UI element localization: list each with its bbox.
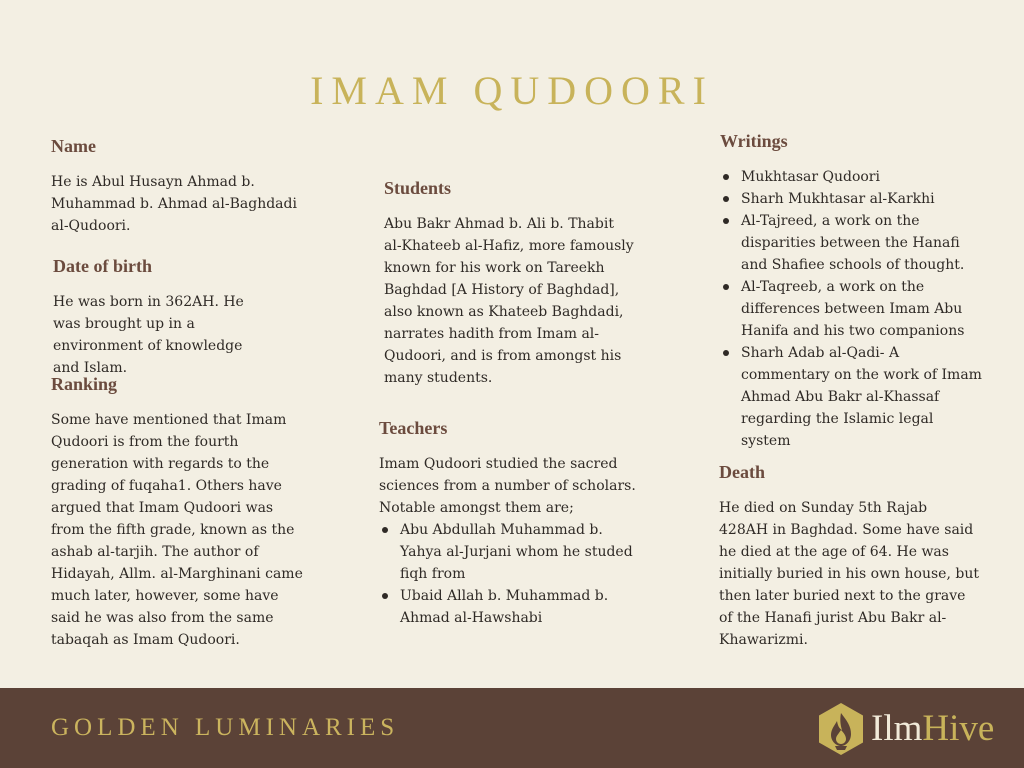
logo-ilm-text: Ilm <box>871 708 923 749</box>
ranking-heading: Ranking <box>51 374 118 394</box>
writings-list-item: Al-Taqreeb, a work on the differences between Imam Abu Hanifa and his two companions <box>720 276 982 342</box>
name-text: He is Abul Husayn Ahmad b. Muhammad b. Ahmad al-Baghdadi al-Qudoori. <box>51 174 297 234</box>
death-text: He died on Sunday 5th Rajab 428AH in Baghdad. Some have said he died at the age of 64. He was initially buried in his own house, but then later buried next to the grave of the Hanafi jurist Abu Bakr al-Khawarizmi. <box>719 500 979 648</box>
teachers-section <box>379 418 641 629</box>
ilmhive-logo <box>816 701 1016 757</box>
writings-heading: Writings <box>720 131 788 151</box>
birth-section <box>53 256 273 379</box>
teachers-intro: Imam Qudoori studied the sacred sciences from a number of scholars. Notable amongst them are; <box>379 456 636 516</box>
name-heading: Name <box>51 136 96 156</box>
birth-heading: Date of birth <box>53 256 152 276</box>
ranking-text: Some have mentioned that Imam Qudoori is from the fourth generation with regards to the grading of fuqaha1. Others have argued that Imam Qudoori was from the fifth grade, known as the ashab al-tarjih. The author of Hidayah, Allm. al-Marghinani came much later, however, some have said he was also from the same tabaqah as Imam Qudoori. <box>51 412 303 648</box>
students-section <box>384 178 634 389</box>
writings-list-item: Al-Tajreed, a work on the disparities between the Hanafi and Shafiee schools of thought. <box>720 210 982 276</box>
writings-list-item: Mukhtasar Qudoori <box>720 166 982 188</box>
teachers-list <box>379 519 641 629</box>
hexagon-flame-icon <box>816 701 866 757</box>
death-heading: Death <box>719 462 765 482</box>
logo-hive-text: Hive <box>922 708 995 749</box>
series-title: GOLDEN LUMINARIES <box>51 714 400 741</box>
writings-list-item: Sharh Adab al-Qadi- A commentary on the work of Imam Ahmad Abu Bakr al-Khassaf regarding the Islamic legal system <box>720 342 982 452</box>
ranking-section <box>51 374 311 651</box>
name-section <box>51 136 306 237</box>
writings-list <box>720 166 982 452</box>
students-text: Abu Bakr Ahmad b. Ali b. Thabit al-Khateeb al-Hafiz, more famously known for his work on Tareekh Baghdad [A History of Baghdad], also known as Khateeb Baghdadi, narrates hadith from Imam al-Qudoori, and is from amongst his many students. <box>384 216 634 386</box>
footer-bar <box>0 688 1024 768</box>
birth-text: He was born in 362AH. He was brought up in a environment of knowledge and Islam. <box>53 294 244 376</box>
students-heading: Students <box>384 178 452 198</box>
writings-section <box>720 131 982 452</box>
teachers-list-item: Abu Abdullah Muhammad b. Yahya al-Jurjani whom he studed fiqh from <box>379 519 641 585</box>
teachers-heading: Teachers <box>379 418 448 438</box>
teachers-list-item: Ubaid Allah b. Muhammad b. Ahmad al-Hawshabi <box>379 585 641 629</box>
death-section <box>719 462 979 651</box>
page-title: IMAM QUDOORI <box>310 67 714 113</box>
writings-list-item: Sharh Mukhtasar al-Karkhi <box>720 188 982 210</box>
logo-wordmark <box>871 707 994 751</box>
